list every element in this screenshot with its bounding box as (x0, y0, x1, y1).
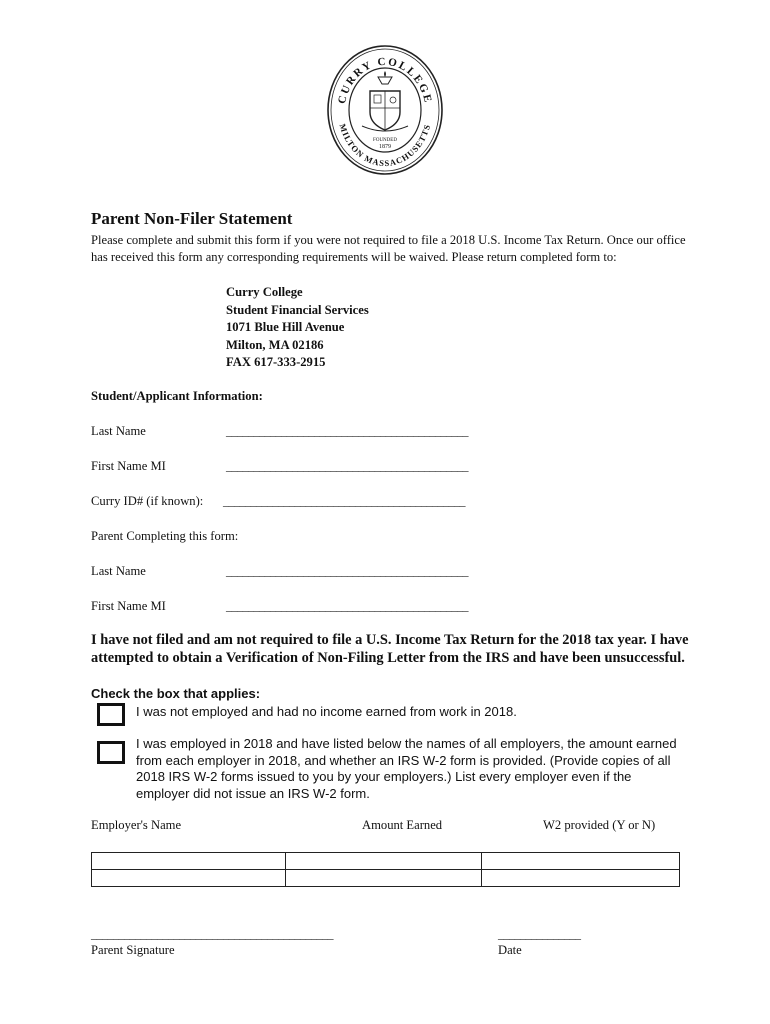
employer-table (91, 852, 680, 887)
signature-line[interactable]: ____________________________________________ (91, 927, 333, 941)
date-line[interactable]: _______________ (498, 927, 581, 941)
date-label: Date (498, 943, 522, 957)
page-title: Parent Non-Filer Statement (91, 209, 293, 228)
not-employed-checkbox[interactable] (97, 703, 125, 726)
student-section-heading: Student/Applicant Information: (91, 389, 263, 403)
signature-label: Parent Signature (91, 943, 175, 957)
svg-text:CURRY COLLEGE: CURRY COLLEGE (335, 55, 435, 106)
w2-provided-cell[interactable] (481, 853, 679, 870)
parent-first-name-field[interactable]: ____________________________________________ (226, 599, 468, 613)
amount-earned-cell[interactable] (286, 870, 482, 887)
parent-section-heading: Parent Completing this form: (91, 529, 239, 543)
w2-provided-header: W2 provided (Y or N) (543, 818, 656, 832)
svg-text:1879: 1879 (379, 144, 391, 150)
parent-last-name-label: Last Name (91, 564, 146, 578)
option-not-employed: I was not employed and had no income earned from work in 2018. (136, 704, 517, 719)
amount-earned-header: Amount Earned (362, 818, 443, 832)
intro-text: Please complete and submit this form if you were not required to file a 2018 U.S. Income Tax Return. Once our office has received this form any corresponding requirements will be waived. Please return completed form to: (91, 233, 686, 265)
student-last-name-label: Last Name (91, 424, 146, 438)
student-first-name-field[interactable]: ____________________________________________ (226, 459, 468, 473)
parent-last-name-field[interactable]: ____________________________________________ (226, 564, 468, 578)
employer-name-header: Employer's Name (91, 818, 182, 832)
employer-name-cell[interactable] (92, 870, 286, 887)
svg-text:FOUNDED: FOUNDED (373, 138, 397, 143)
address-line: Curry College (226, 285, 303, 299)
amount-earned-cell[interactable] (286, 853, 482, 870)
w2-provided-cell[interactable] (481, 870, 679, 887)
parent-first-name-label: First Name MI (91, 599, 166, 613)
student-last-name-field[interactable]: ____________________________________________ (226, 424, 468, 438)
employer-name-cell[interactable] (92, 853, 286, 870)
check-box-heading: Check the box that applies: (91, 686, 261, 701)
college-seal (326, 44, 444, 176)
address-line: Student Financial Services (226, 302, 369, 317)
table-row (92, 853, 680, 870)
employed-checkbox[interactable] (97, 741, 125, 764)
table-row (92, 870, 680, 887)
address-line: Milton, MA 02186 (226, 337, 324, 352)
curry-id-label: Curry ID# (if known): (91, 494, 204, 508)
mailing-address (226, 284, 369, 372)
option-employed: I was employed in 2018 and have listed below the names of all employers, the amount earned from each employer in 2018, and whether an IRS W-2 form is provided. (Provide copies of all 2018 IRS W-2 forms issued to you by your employers.) List every employer even if the employer did not issue an IRS W-2 form. (136, 736, 677, 801)
curry-id-field[interactable]: ____________________________________________ (223, 494, 465, 508)
address-line: FAX 617-333-2915 (226, 355, 326, 369)
svg-text:MILTON MASSACHUSETTS: MILTON MASSACHUSETTS (337, 122, 433, 169)
non-filing-declaration: I have not filed and am not required to file a U.S. Income Tax Return for the 2018 tax year. I have attempted to obtain a Verification of Non-Filing Letter from the IRS and have been unsuccessful. (91, 632, 689, 666)
address-line: 1071 Blue Hill Avenue (226, 320, 345, 334)
student-first-name-label: First Name MI (91, 459, 166, 473)
